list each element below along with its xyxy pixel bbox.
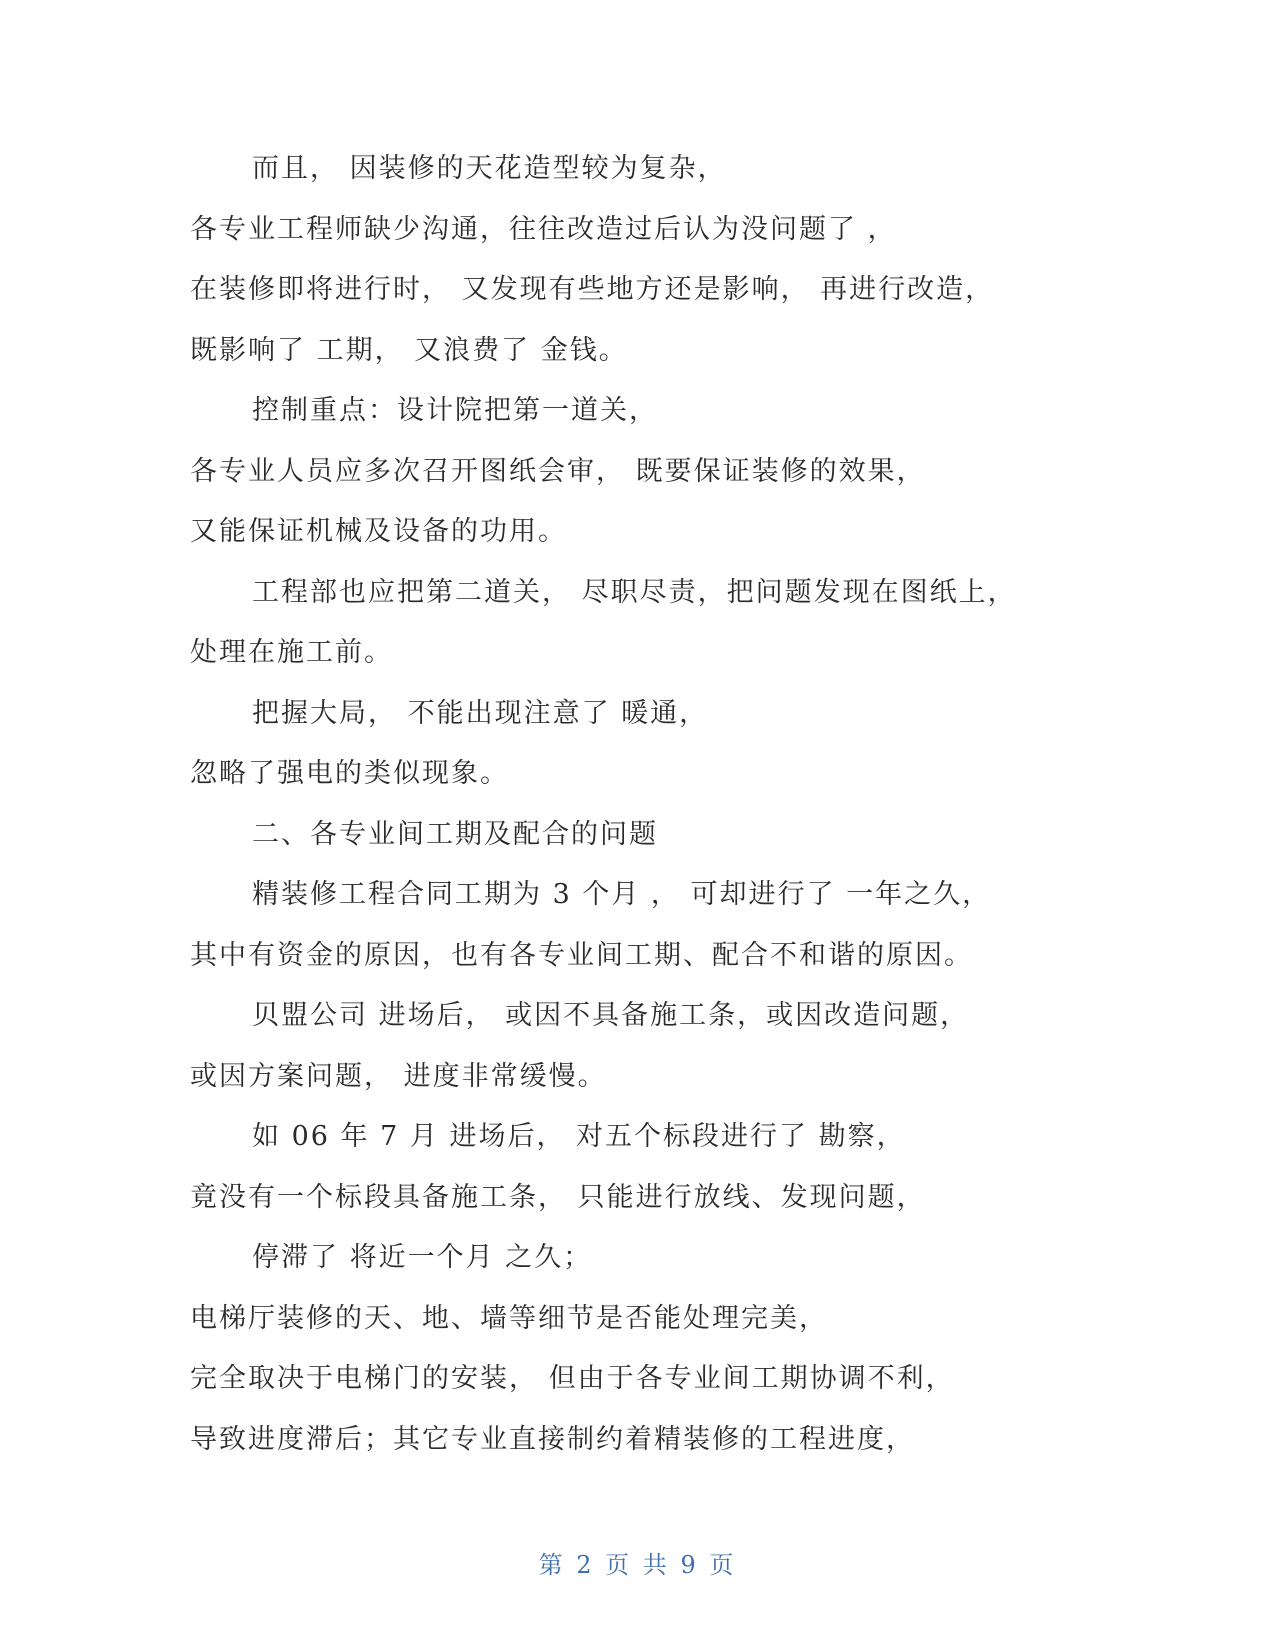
text-line: 精装修工程合同工期为 3 个月 ， 可却进行了 一年之久， bbox=[252, 879, 992, 910]
text-line: 控制重点：设计院把第一道关， bbox=[252, 395, 658, 426]
text-line: 或因方案问题， 进度非常缓慢。 bbox=[190, 1060, 607, 1092]
text-line: 又能保证机械及设备的功用。 bbox=[190, 516, 567, 547]
text-line: 导致进度滞后；其它专业直接制约着精装修的工程进度， bbox=[190, 1423, 915, 1455]
text-line: 在装修即将进行时， 又发现有些地方还是影响， 再进行改造， bbox=[190, 274, 995, 305]
text-line: 贝盟公司 进场后， 或因不具备施工条，或因改造问题， bbox=[252, 1000, 970, 1031]
text-line: 处理在施工前。 bbox=[190, 637, 393, 668]
text-line: 既影响了 工期， 又浪费了 金钱。 bbox=[190, 334, 628, 366]
text-line: 停滞了 将近一个月 之久； bbox=[252, 1242, 593, 1273]
text-line: 完全取决于电梯门的安装， 但由于各专业间工期协调不利， bbox=[190, 1363, 955, 1394]
text-line: 其中有资金的原因，也有各专业间工期、配合不和谐的原因。 bbox=[190, 939, 973, 971]
text-line: 各专业人员应多次召开图纸会审， 既要保证装修的效果， bbox=[190, 455, 926, 487]
text-line: 电梯厅装修的天、地、墙等细节是否能处理完美， bbox=[190, 1302, 828, 1334]
section-heading: 二、各专业间工期及配合的问题 bbox=[252, 818, 658, 850]
text-line: 把握大局， 不能出现注意了 暖通， bbox=[252, 697, 709, 729]
document-body bbox=[190, 149, 1090, 1480]
page-number-footer: 第 2 页 共 9 页 bbox=[538, 1551, 737, 1579]
text-line: 如 06 年 7 月 进场后， 对五个标段进行了 勘察， bbox=[252, 1121, 906, 1152]
text-line: 竟没有一个标段具备施工条， 只能进行放线、发现问题， bbox=[190, 1181, 926, 1213]
text-line: 忽略了强电的类似现象。 bbox=[190, 758, 509, 789]
text-line: 而且， 因装修的天花造型较为复杂， bbox=[252, 153, 727, 184]
text-line: 各专业工程师缺少沟通，往往改造过后认为没问题了 ， bbox=[190, 213, 897, 245]
text-line: 工程部也应把第二道关， 尽职尽责，把问题发现在图纸上， bbox=[252, 576, 1017, 608]
